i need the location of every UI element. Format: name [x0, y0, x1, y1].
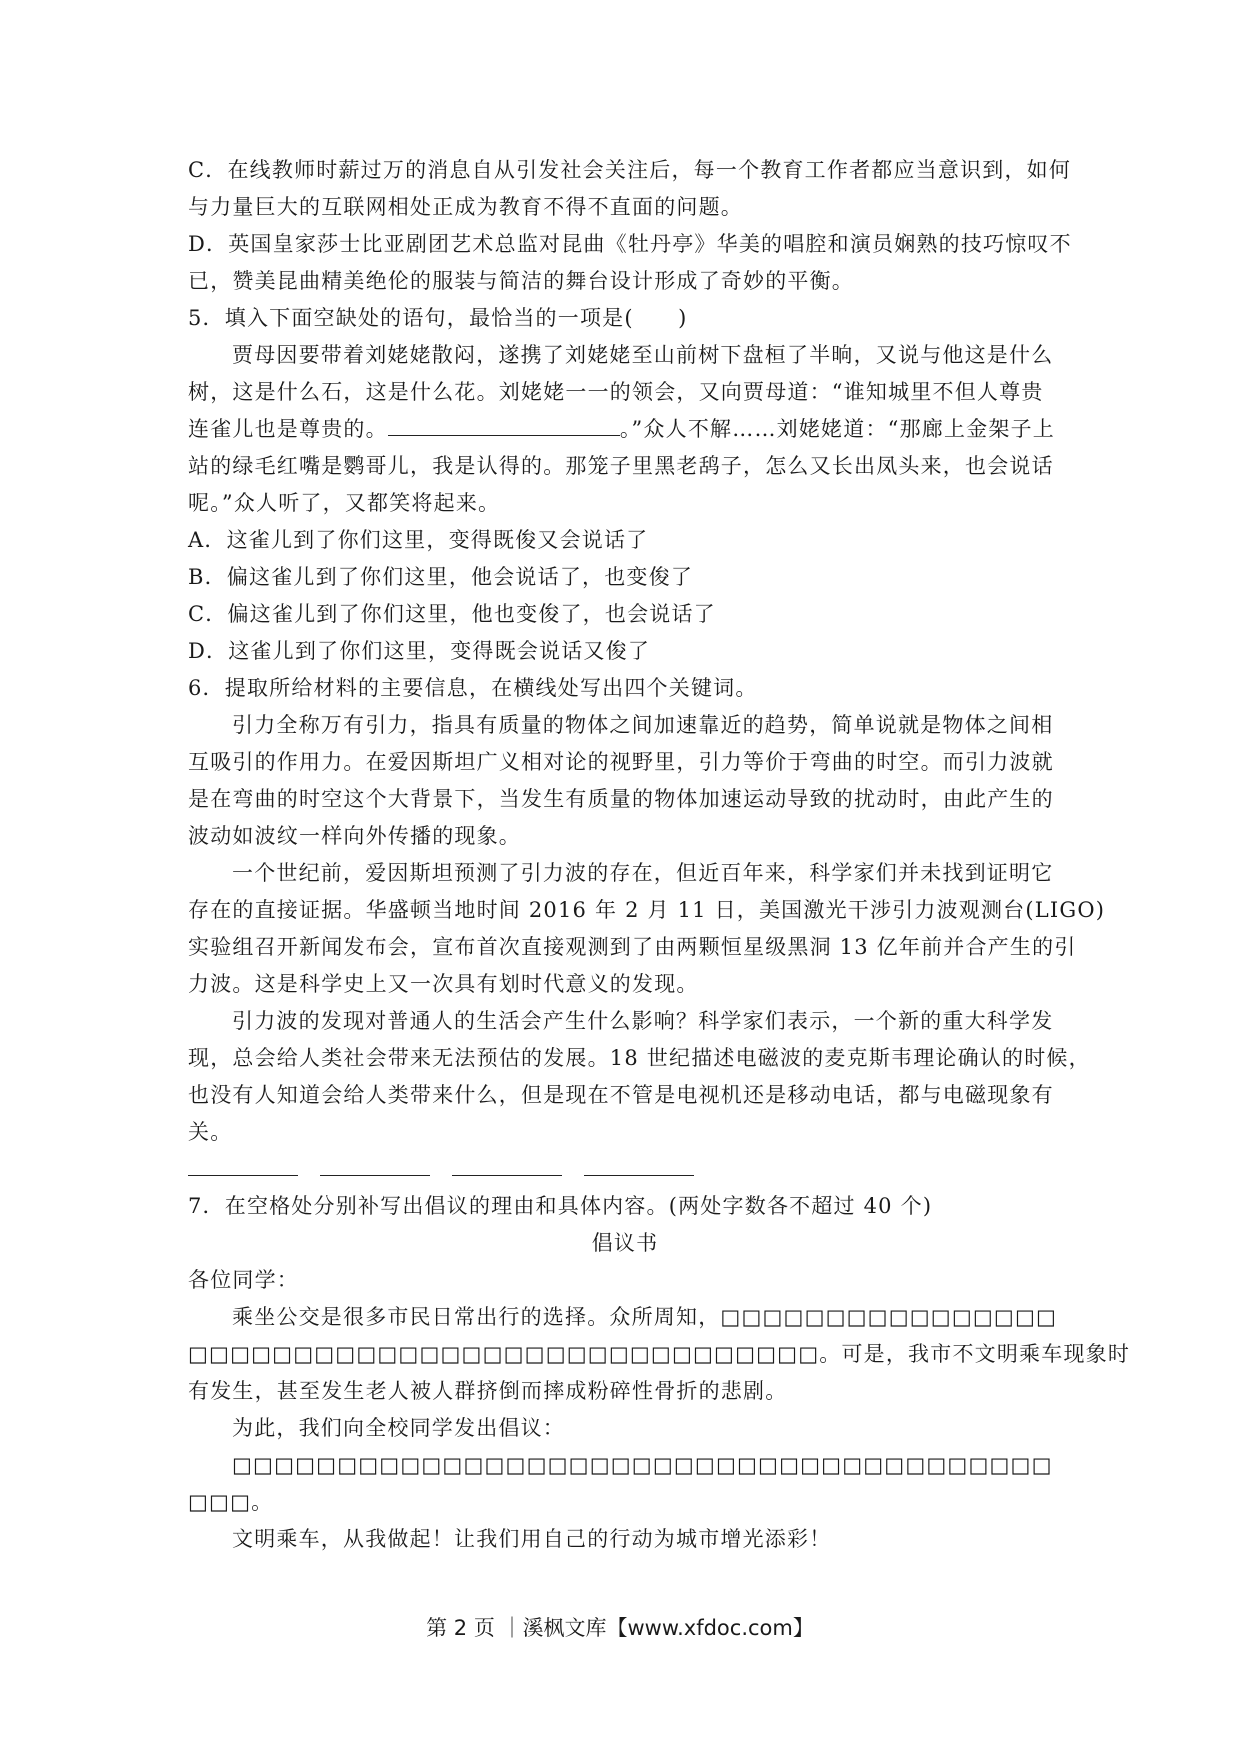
keyword-blank-2[interactable] — [320, 1161, 430, 1176]
proposal-salutation: 各位同学： — [188, 1268, 299, 1292]
keyword-blanks — [188, 1151, 1062, 1188]
document-body — [188, 152, 1131, 1558]
proposal-boxes-line-2: □□□。 — [188, 1490, 274, 1514]
question-7-stem: 7．在空格处分别补写出倡议的理由和具体内容。(两处字数各不超过 40 个) — [188, 1194, 933, 1218]
q6-paragraph-1-line-3: 是在弯曲的时空这个大背景下，当发生有质量的物体加速运动导致的扰动时，由此产生的 — [188, 787, 1054, 811]
proposal-title: 倡议书 — [591, 1231, 659, 1255]
q6-paragraph-3-line-1: 引力波的发现对普通人的生活会产生什么影响？科学家们表示，一个新的重大科学发 — [232, 1009, 1054, 1033]
option-c-line-2: 与力量巨大的互联网相处正成为教育不得不直面的问题。 — [188, 195, 743, 219]
question-6-stem: 6．提取所给材料的主要信息，在横线处写出四个关键词。 — [188, 676, 758, 700]
proposal-boxes-line-1: □□□□□□□□□□□□□□□□□□□□□□□□□□□□□□□□□□□□□□□ — [232, 1453, 1053, 1477]
proposal-paragraph-2: 为此，我们向全校同学发出倡议： — [232, 1416, 565, 1440]
keyword-blank-4[interactable] — [584, 1161, 694, 1176]
q5-passage-line-3 — [188, 411, 1062, 448]
answer-blank[interactable] — [388, 413, 620, 436]
proposal-paragraph-1-line-1: 乘坐公交是很多市民日常出行的选择。众所周知，□□□□□□□□□□□□□□□□ — [232, 1305, 1058, 1329]
q6-paragraph-2-line-3: 实验组召开新闻发布会，宣布首次直接观测到了由两颗恒星级黑洞 13 亿年前并合产生的引 — [188, 935, 1077, 959]
q5-option-b: B．偏这雀儿到了你们这里，他会说话了，也变俊了 — [188, 565, 694, 589]
q5-passage-line-3-end: 。”众人不解……刘姥姥道：“那廊上金架子上 — [619, 417, 1055, 441]
q5-passage-line-4: 站的绿毛红嘴是鹦哥儿，我是认得的。那笼子里黑老鸹子，怎么又长出凤头来，也会说话 — [188, 454, 1054, 478]
q5-passage-line-2: 树，这是什么石，这是什么花。刘姥姥一一的领会，又向贾母道：“谁知城里不但人尊贵 — [188, 380, 1044, 404]
q6-paragraph-2-line-1: 一个世纪前，爱因斯坦预测了引力波的存在，但近百年来，科学家们并未找到证明它 — [232, 861, 1054, 885]
question-5-stem: 5．填入下面空缺处的语句，最恰当的一项是( ) — [188, 306, 688, 330]
proposal-paragraph-1-line-2: □□□□□□□□□□□□□□□□□□□□□□□□□□□□□□。可是，我市不文明乘车现象时 — [188, 1342, 1131, 1366]
q6-paragraph-1-line-1: 引力全称万有引力，指具有质量的物体之间加速靠近的趋势，简单说就是物体之间相 — [232, 713, 1054, 737]
q5-option-c: C．偏这雀儿到了你们这里，他也变俊了，也会说话了 — [188, 602, 716, 626]
q6-paragraph-1-line-2: 互吸引的作用力。在爱因斯坦广义相对论的视野里，引力等价于弯曲的时空。而引力波就 — [188, 750, 1054, 774]
q6-paragraph-2-line-2: 存在的直接证据。华盛顿当地时间 2016 年 2 月 11 日，美国激光干涉引力波观测台(LIGO) — [188, 898, 1106, 922]
keyword-blank-1[interactable] — [188, 1161, 298, 1176]
option-d-line-1: D．英国皇家莎士比亚剧团艺术总监对昆曲《牡丹亭》华美的唱腔和演员娴熟的技巧惊叹不 — [188, 232, 1072, 256]
q6-paragraph-1-line-4: 波动如波纹一样向外传播的现象。 — [188, 824, 521, 848]
q5-passage-line-1: 贾母因要带着刘姥姥散闷，遂携了刘姥姥至山前树下盘桓了半晌，又说与他这是什么 — [232, 343, 1054, 367]
option-c-line-1: C．在线教师时薪过万的消息自从引发社会关注后，每一个教育工作者都应当意识到，如何 — [188, 158, 1072, 182]
q6-paragraph-3-line-4: 关。 — [188, 1120, 233, 1144]
q5-passage-line-3-start: 连雀儿也是尊贵的。 — [188, 417, 388, 441]
proposal-paragraph-1-line-3: 有发生，甚至发生老人被人群挤倒而摔成粉碎性骨折的悲剧。 — [188, 1379, 788, 1403]
q6-paragraph-3-line-3: 也没有人知道会给人类带来什么，但是现在不管是电视机还是移动电话，都与电磁现象有 — [188, 1083, 1054, 1107]
keyword-blank-3[interactable] — [452, 1161, 562, 1176]
q5-option-d: D．这雀儿到了你们这里，变得既会说话又俊了 — [188, 639, 651, 663]
option-d-line-2: 已，赞美昆曲精美绝伦的服装与简洁的舞台设计形成了奇妙的平衡。 — [188, 269, 854, 293]
q5-option-a: A．这雀儿到了你们这里，变得既俊又会说话了 — [188, 528, 649, 552]
q6-paragraph-2-line-4: 力波。这是科学史上又一次具有划时代意义的发现。 — [188, 972, 699, 996]
q6-paragraph-3-line-2: 现，总会给人类社会带来无法预估的发展。18 世纪描述电磁波的麦克斯韦理论确认的时候， — [188, 1046, 1091, 1070]
q5-passage-line-5: 呢。”众人听了，又都笑将起来。 — [188, 491, 501, 515]
page-footer: 第 2 页 ｜溪枫文库【www.xfdoc.com】 — [426, 1616, 814, 1640]
proposal-closing: 文明乘车，从我做起！让我们用自己的行动为城市增光添彩！ — [232, 1527, 832, 1551]
